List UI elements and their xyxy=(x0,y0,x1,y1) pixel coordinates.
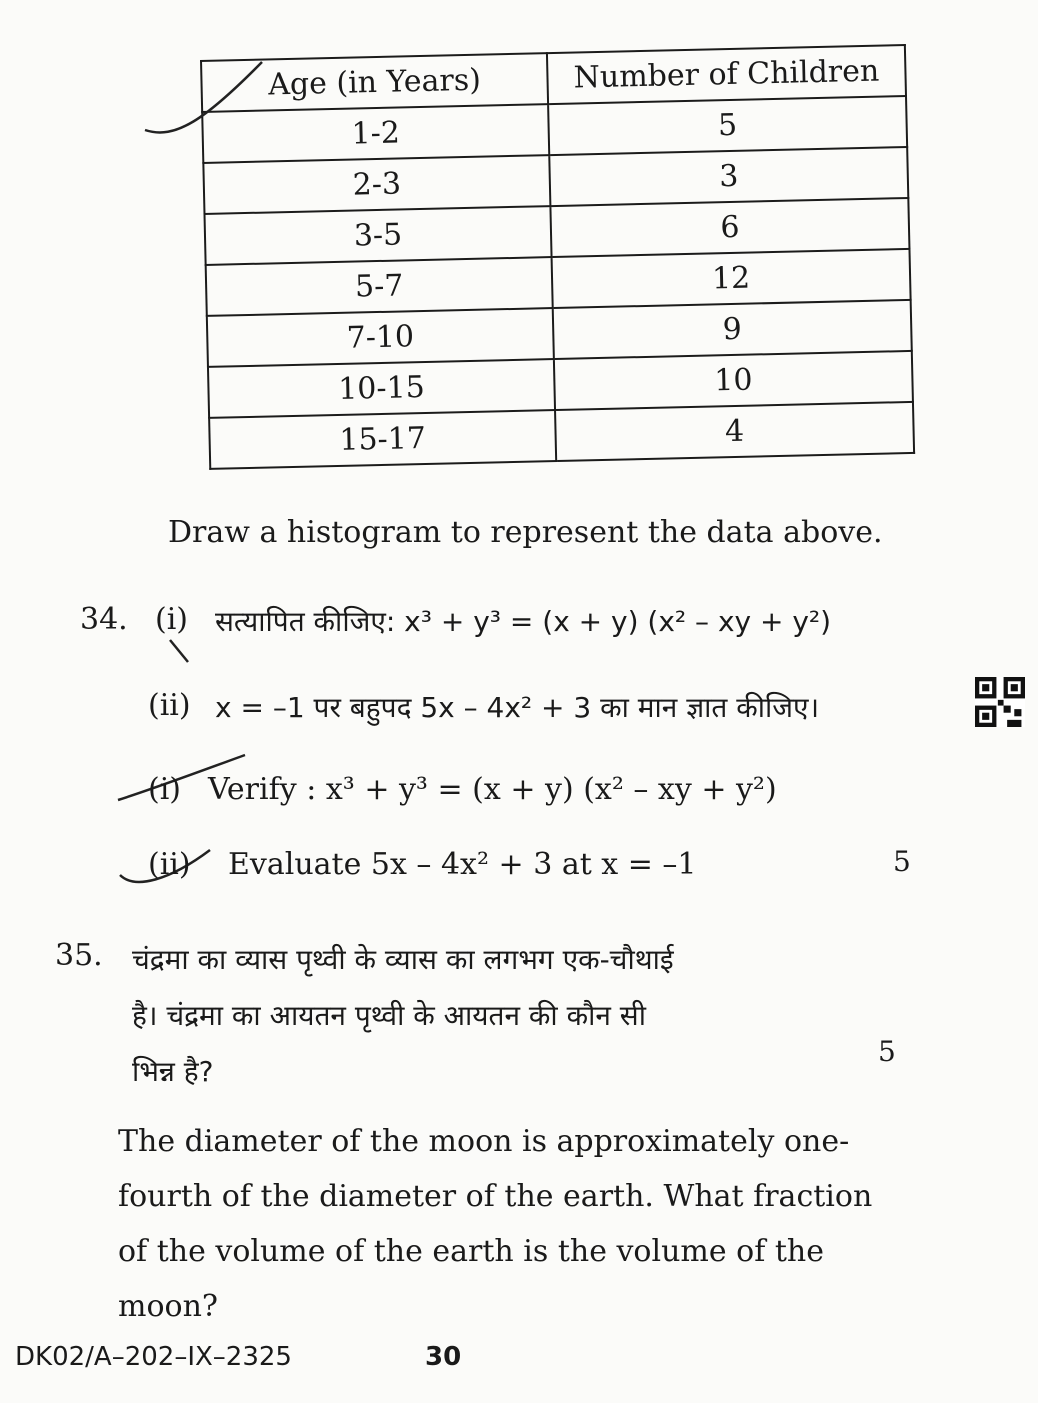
q34-hi-i-label: (i) xyxy=(155,602,189,637)
histogram-instruction: Draw a histogram to represent the data above. xyxy=(168,515,883,550)
header-age: Age (in Years) xyxy=(201,53,548,112)
q34-hindi-part-i: सत्यापित कीजिए: x³ + y³ = (x + y) (x² – xy + y²) xyxy=(215,605,832,638)
page-number: 30 xyxy=(425,1342,462,1372)
q34-en-i-label: (i) xyxy=(148,772,182,807)
q34-english-part-ii: Evaluate 5x – 4x² + 3 at x = –1 xyxy=(228,847,697,882)
children-cell: 9 xyxy=(553,300,912,359)
checkmark-icon xyxy=(145,62,262,132)
q34-hindi-part-ii: x = –1 पर बहुपद 5x – 4x² + 3 का मान ज्ञात कीजिए। xyxy=(215,691,820,724)
question-number-35: 35. xyxy=(55,938,103,973)
age-cell: 1-2 xyxy=(202,104,549,163)
q35-english-line: The diameter of the moon is approximately one- xyxy=(118,1124,850,1159)
age-cell: 5-7 xyxy=(206,257,553,316)
q35-english-line: moon? xyxy=(118,1289,218,1324)
age-cell: 15-17 xyxy=(209,410,556,469)
children-cell: 10 xyxy=(554,351,913,410)
children-cell: 5 xyxy=(548,96,907,155)
children-cell: 3 xyxy=(549,147,908,206)
q35-hindi-line: भिन्न है? xyxy=(132,1055,214,1088)
age-cell: 7-10 xyxy=(207,308,554,367)
paper-code: DK02/A–202–IX–2325 xyxy=(15,1342,292,1372)
age-cell: 3-5 xyxy=(204,206,551,265)
q35-english-text xyxy=(118,1114,872,1334)
children-cell: 6 xyxy=(550,198,909,257)
q35-english-line: fourth of the diameter of the earth. What fraction xyxy=(118,1179,873,1214)
pen-stroke-icon xyxy=(170,640,188,662)
q34-marks: 5 xyxy=(893,845,911,878)
q35-marks: 5 xyxy=(878,1035,896,1068)
q35-english-line: of the volume of the earth is the volume of the xyxy=(118,1234,824,1269)
q35-hindi-text xyxy=(132,932,674,1100)
qr-code-icon xyxy=(975,677,1025,727)
q35-hindi-line: है। चंद्रमा का आयतन पृथ्वी के आयतन की कौन सी xyxy=(132,999,646,1032)
children-cell: 12 xyxy=(552,249,911,308)
children-cell: 4 xyxy=(555,402,914,461)
q34-en-ii-label: (ii) xyxy=(148,847,191,882)
q34-hi-ii-label: (ii) xyxy=(148,688,191,723)
header-children: Number of Children xyxy=(547,45,906,104)
age-cell: 10-15 xyxy=(208,359,555,418)
q35-hindi-line: चंद्रमा का व्यास पृथ्वी के व्यास का लगभग एक-चौथाई xyxy=(132,943,674,976)
q34-english-part-i: Verify : x³ + y³ = (x + y) (x² – xy + y²) xyxy=(208,772,777,807)
age-cell: 2-3 xyxy=(203,155,550,214)
question-number-34: 34. xyxy=(80,602,128,637)
